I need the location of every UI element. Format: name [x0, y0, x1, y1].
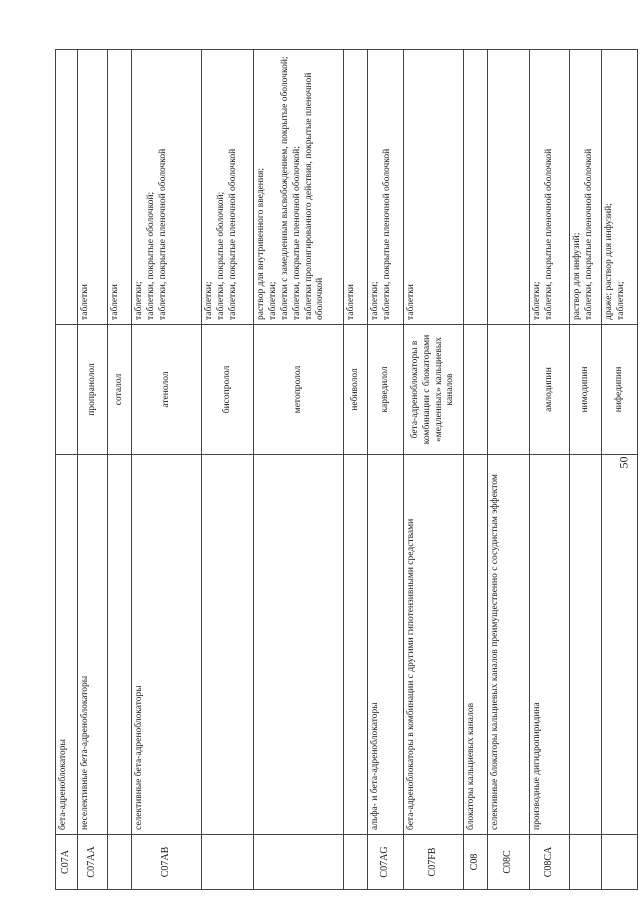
atc-code-cell: C07AG — [368, 835, 404, 890]
table-row — [464, 50, 488, 890]
atc-code-cell — [602, 835, 638, 890]
drug-name-cell: атенолол — [132, 325, 202, 455]
drug-name-cell — [464, 325, 488, 455]
group-name-cell — [108, 455, 132, 835]
table-row — [404, 50, 464, 890]
atc-code-cell: C07FB — [404, 835, 464, 890]
group-name-cell: бета-адреноблокаторы — [56, 455, 78, 835]
dosage-forms-cell: раствор для внутривенного введения; таблетки; таблетки с замедленным высвобождением, покрытые оболочкой; таблетки, покрытые пленочной оболочкой; таблетки пролонгированного действия, покрытые пленочной оболочкой — [254, 50, 344, 325]
table-row — [56, 50, 78, 890]
table-row — [488, 50, 530, 890]
drug-name-cell — [56, 325, 78, 455]
drug-name-cell: нифедипин — [602, 325, 638, 455]
atc-code-cell: C07AA — [78, 835, 108, 890]
atc-code-cell — [570, 835, 602, 890]
table-row — [530, 50, 570, 890]
group-name-cell — [344, 455, 368, 835]
drug-name-cell: бета-адреноблокаторы в комбинации с блокаторами «медленных» кальциевых каналов — [404, 325, 464, 455]
atc-code-cell — [202, 835, 254, 890]
dosage-forms-cell: таблетки; таблетки, покрытые пленочной оболочкой — [368, 50, 404, 325]
group-name-cell: селективные блокаторы кальциевых каналов преимущественно с сосудистым эффектом — [488, 455, 530, 835]
dosage-forms-cell: драже; раствор для инфузий; таблетки; — [602, 50, 638, 325]
drug-name-cell: бисопролол — [202, 325, 254, 455]
atc-code-cell — [254, 835, 344, 890]
dosage-forms-cell: таблетки — [108, 50, 132, 325]
dosage-forms-cell: таблетки; таблетки, покрытые пленочной оболочкой — [530, 50, 570, 325]
drug-table — [55, 49, 638, 890]
group-name-cell: альфа- и бета-адреноблокаторы — [368, 455, 404, 835]
atc-code-cell: C08C — [488, 835, 530, 890]
table-row — [78, 50, 108, 890]
dosage-forms-cell: таблетки — [404, 50, 464, 325]
drug-name-cell: нимодипин — [570, 325, 602, 455]
atc-code-cell — [344, 835, 368, 890]
group-name-cell: блокаторы кальциевых каналов — [464, 455, 488, 835]
table-row — [254, 50, 344, 890]
group-name-cell — [570, 455, 602, 835]
dosage-forms-cell — [464, 50, 488, 325]
dosage-forms-cell: раствор для инфузий; таблетки, покрытые пленочной оболочкой — [570, 50, 602, 325]
drug-name-cell: небиволол — [344, 325, 368, 455]
dosage-forms-cell: таблетки; таблетки, покрытые оболочкой; таблетки, покрытые пленочной оболочкой — [202, 50, 254, 325]
table-row — [570, 50, 602, 890]
atc-code-cell — [108, 835, 132, 890]
atc-code-cell: C07A — [56, 835, 78, 890]
table-row — [344, 50, 368, 890]
atc-code-cell: C08 — [464, 835, 488, 890]
table-row — [202, 50, 254, 890]
table-row — [602, 50, 638, 890]
group-name-cell: селективные бета-адреноблокаторы — [132, 455, 202, 835]
drug-name-cell: метопролол — [254, 325, 344, 455]
drug-name-cell: амлодипин — [530, 325, 570, 455]
drug-name-cell — [488, 325, 530, 455]
atc-code-cell: C07AB — [132, 835, 202, 890]
atc-code-cell: C08CA — [530, 835, 570, 890]
table-row — [108, 50, 132, 890]
group-name-cell: производные дигидропиридина — [530, 455, 570, 835]
dosage-forms-cell: таблетки — [344, 50, 368, 325]
group-name-cell — [602, 455, 638, 835]
dosage-forms-cell: таблетки; таблетки, покрытые оболочкой; таблетки, покрытые пленочной оболочкой — [132, 50, 202, 325]
drug-name-cell: пропранолол — [78, 325, 108, 455]
drug-name-cell: соталол — [108, 325, 132, 455]
drug-name-cell: карведилол — [368, 325, 404, 455]
dosage-forms-cell: таблетки — [78, 50, 108, 325]
group-name-cell — [254, 455, 344, 835]
page-number: 50 — [616, 456, 631, 469]
dosage-forms-cell — [56, 50, 78, 325]
group-name-cell — [202, 455, 254, 835]
table-row — [132, 50, 202, 890]
group-name-cell: неселективные бета-адреноблокаторы — [78, 455, 108, 835]
table-row — [368, 50, 404, 890]
group-name-cell: бета-адреноблокаторы в комбинации с другими гипотензивными средствами — [404, 455, 464, 835]
dosage-forms-cell — [488, 50, 530, 325]
